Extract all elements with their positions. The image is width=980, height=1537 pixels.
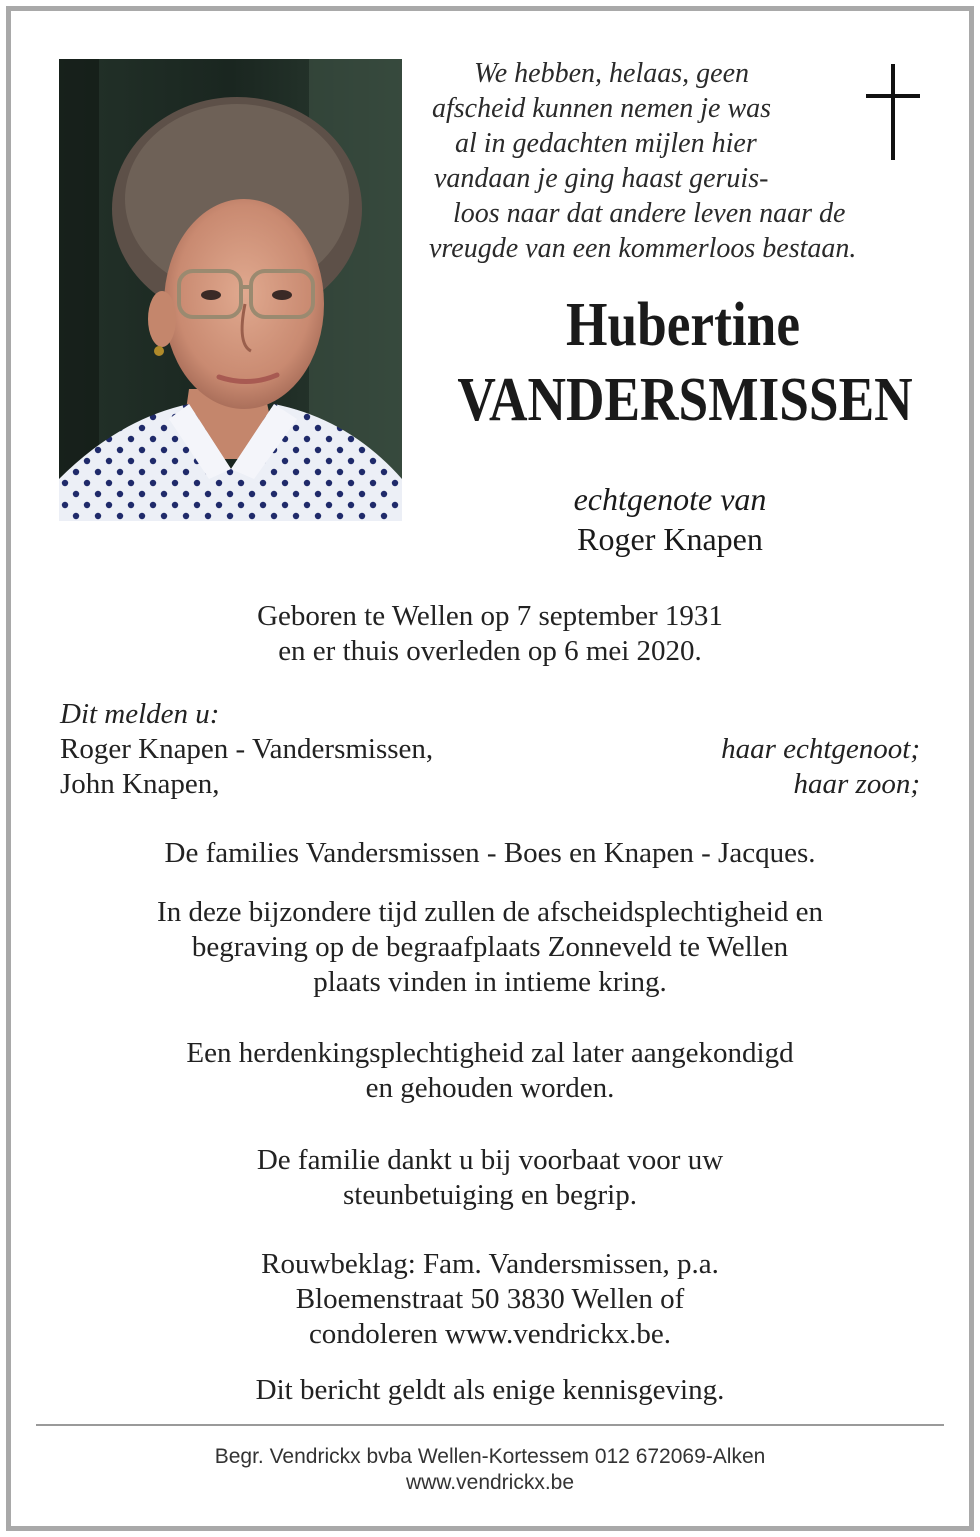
deceased-first-name: Hubertine	[565, 291, 801, 359]
poem-line: vandaan je ging haast geruis-	[434, 163, 769, 194]
condolences-text	[60, 1247, 920, 1352]
spouse-relation: echtgenote van	[573, 481, 767, 517]
announcer-name: John Knapen,	[60, 768, 220, 800]
spouse-name: Roger Knapen	[577, 521, 763, 557]
memorial-poem	[420, 56, 920, 266]
notice-line: Dit bericht geldt als enige kennisgeving.	[255, 1374, 725, 1406]
website-link[interactable]: www.vendrickx.be	[405, 1471, 575, 1494]
deceased-last-name: VANDERSMISSEN	[457, 366, 913, 434]
memorial-line: en gehouden worden.	[365, 1072, 615, 1104]
memorial-line: Een herdenkingsplechtigheid zal later aangekondigd	[186, 1037, 794, 1069]
portrait-photo	[59, 59, 402, 521]
thanks-line: De familie dankt u bij voorbaat voor uw	[256, 1144, 724, 1176]
poem-line: al in gedachten mijlen hier	[455, 128, 757, 159]
poem-line: loos naar dat andere leven naar de	[453, 198, 846, 229]
announcer-name: Roger Knapen - Vandersmissen,	[60, 733, 434, 765]
poem-line: We hebben, helaas, geen	[474, 58, 749, 89]
ceremony-text	[60, 895, 920, 1000]
thanks-text	[60, 1143, 920, 1213]
poem-line: vreugde van een kommerloos bestaan.	[429, 233, 857, 264]
condolences-line: condoleren www.vendrickx.be.	[308, 1318, 672, 1350]
birth-line: Geboren te Wellen op 7 september 1931	[257, 600, 723, 632]
ceremony-line: begraving op de begraafplaats Zonneveld te Wellen	[191, 931, 789, 963]
ceremony-line: In deze bijzondere tijd zullen de afscheidsplechtigheid en	[157, 896, 823, 928]
families-line: De families Vandersmissen - Boes en Knapen - Jacques.	[164, 837, 816, 869]
announcer-row	[60, 732, 920, 767]
notice	[60, 1373, 920, 1408]
poem-line: afscheid kunnen nemen je was	[432, 93, 772, 124]
announcers	[60, 697, 920, 802]
thanks-line: steunbetuiging en begrip.	[343, 1179, 637, 1211]
condolences-line: Rouwbeklag: Fam. Vandersmissen, p.a.	[261, 1248, 719, 1280]
life-dates	[60, 599, 920, 669]
death-line: en er thuis overleden op 6 mei 2020.	[278, 635, 702, 667]
condolences-line: Bloemenstraat 50 3830 Wellen of	[295, 1283, 685, 1315]
divider	[36, 1424, 944, 1426]
announcers-intro: Dit melden u:	[60, 698, 220, 730]
announcer-row	[60, 767, 920, 802]
undertaker-line: Begr. Vendrickx bvba Wellen-Kortessem 012 672069-Alken	[214, 1445, 766, 1468]
families	[60, 836, 920, 871]
footer	[60, 1444, 920, 1496]
announcer-role: haar echtgenoot;	[721, 733, 920, 765]
ceremony-line: plaats vinden in intieme kring.	[313, 966, 667, 998]
memorial-text	[60, 1036, 920, 1106]
announcer-role: haar zoon;	[793, 768, 920, 800]
